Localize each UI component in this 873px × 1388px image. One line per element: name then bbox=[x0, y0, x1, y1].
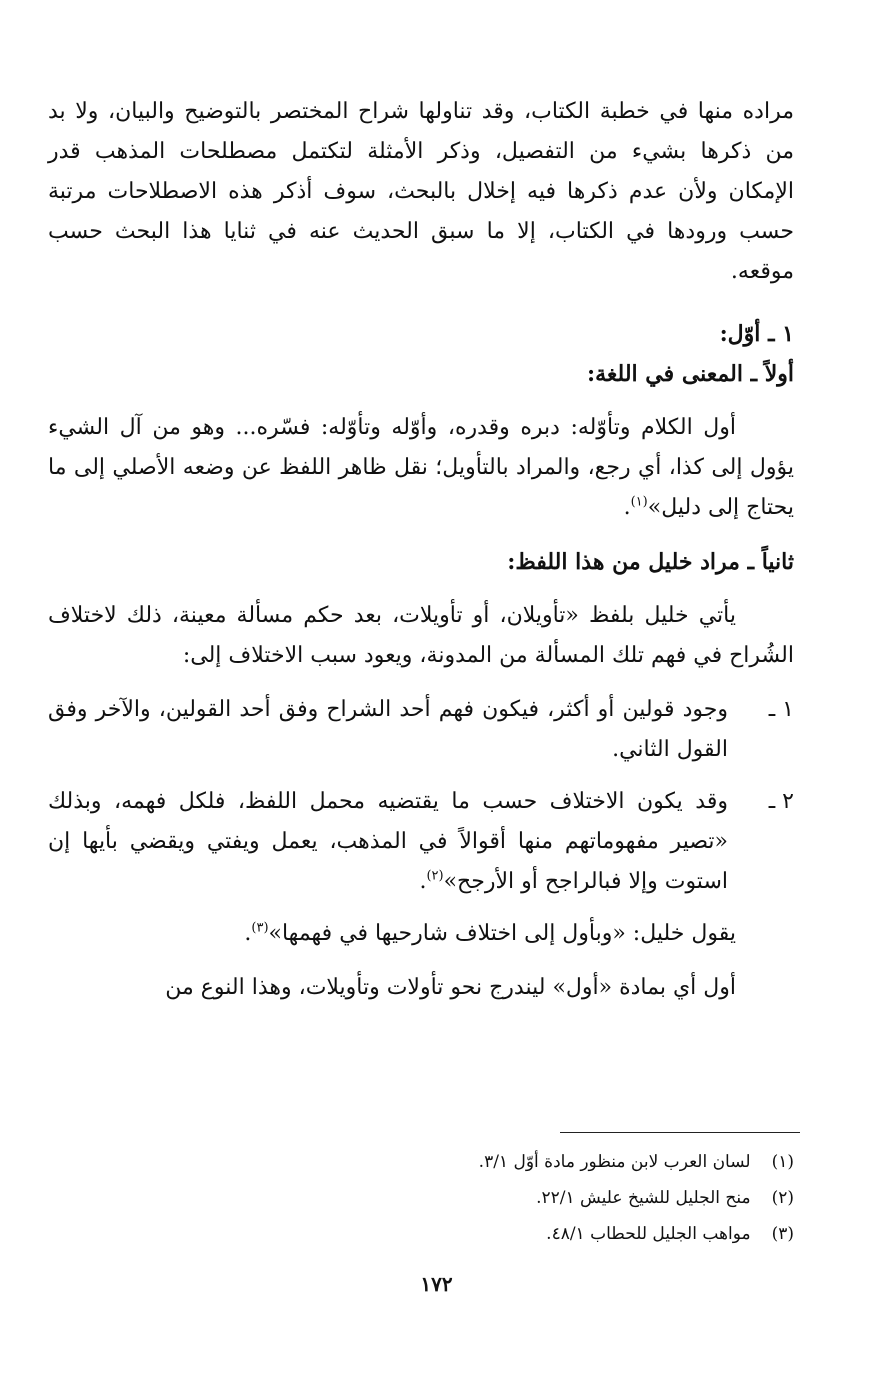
language-end: . bbox=[623, 495, 631, 520]
page-body bbox=[48, 92, 794, 1008]
footnote bbox=[48, 1180, 794, 1216]
khalil-paragraph: يأتي خليل بلفظ «تأويلان، أو تأويلات، بعد حكم مسألة معينة، ذلك لاختلاف الشُراح في فهم تلك المسألة من المدونة، ويعود سبب الاختلاف إلى: bbox=[48, 603, 794, 668]
subheading-language: أولاً ـ المعنى في اللغة: bbox=[587, 361, 794, 387]
subheading-khalil: ثانياً ـ مراد خليل من هذا اللفظ: bbox=[507, 549, 794, 575]
footnote-divider bbox=[560, 1132, 800, 1133]
page-number: ١٧٢ bbox=[420, 1272, 453, 1296]
footnote-number: (٣) bbox=[771, 1224, 794, 1244]
footnote-text: لسان العرب لابن منظور مادة أوّل ٣/١. bbox=[478, 1152, 751, 1172]
list-item bbox=[48, 782, 794, 902]
footnote-text: منح الجليل للشيخ عليش ٢٢/١. bbox=[536, 1188, 751, 1208]
last-paragraph: أول أي بمادة «أول» ليندرج نحو تأولات وتأويلات، وهذا النوع من bbox=[165, 975, 736, 1000]
intro-paragraph: مراده منها في خطبة الكتاب، وقد تناولها شراح المختصر بالتوضيح والبيان، ولا بد من ذكرها بشيء من التفصيل، وذكر الأمثلة لتكتمل مصطلحات المذهب قدر الإمكان ولأن عدم ذكرها فيه إخلال بالبحث، سوف أذكر هذه الاصطلاحات مرتبة حسب ورودها في الكتاب، إلا ما سبق الحديث عنه في ثنايا هذا البحث حسب موقعه. bbox=[48, 99, 794, 284]
list-item bbox=[48, 690, 794, 770]
list-text-body: وقد يكون الاختلاف حسب ما يقتضيه محمل اللفظ، فلكل فهمه، وبذلك «تصير مفهوماتهم منها أقوالاً في المذهب، يعمل ويفتي ويقضي بأيها إن استوت وإلا فبالراجح أو الأرجح» bbox=[48, 789, 728, 894]
footnote bbox=[48, 1144, 794, 1180]
list-end: . bbox=[419, 869, 427, 894]
footnotes bbox=[48, 1144, 794, 1252]
list-number: ١ ـ bbox=[768, 697, 794, 722]
language-text: أول الكلام وتأوّله: دبره وقدره، وأوّله وتأوّله: فسّره... وهو من آل الشيء يؤول إلى كذا، أي رجع، والمراد بالتأويل؛ نقل ظاهر اللفظ عن وضعه الأصلي إلى ما يحتاج إلى دليل» bbox=[48, 415, 794, 520]
footnote bbox=[48, 1216, 794, 1252]
list-text bbox=[48, 690, 728, 770]
section-heading: ١ ـ أوّل: bbox=[719, 321, 794, 347]
quote-paragraph bbox=[48, 914, 794, 954]
footnote-text: مواهب الجليل للحطاب ٤٨/١. bbox=[546, 1224, 751, 1244]
quote-end: . bbox=[244, 921, 252, 946]
list-text bbox=[48, 782, 728, 902]
footnote-number: (٢) bbox=[771, 1188, 794, 1208]
footnote-ref-2: (٢) bbox=[426, 868, 444, 884]
footnote-ref-3: (٣) bbox=[251, 920, 269, 936]
language-paragraph bbox=[48, 408, 794, 528]
list-number: ٢ ـ bbox=[768, 789, 794, 814]
quote-text: يقول خليل: «وبأول إلى اختلاف شارحيها في فهمها» bbox=[268, 921, 736, 946]
footnote-ref-1: (١) bbox=[630, 494, 648, 510]
footnote-number: (١) bbox=[771, 1152, 794, 1172]
list-text-body: وجود قولين أو أكثر، فيكون فهم أحد الشراح وفق أحد القولين، والآخر وفق القول الثاني. bbox=[48, 697, 728, 762]
